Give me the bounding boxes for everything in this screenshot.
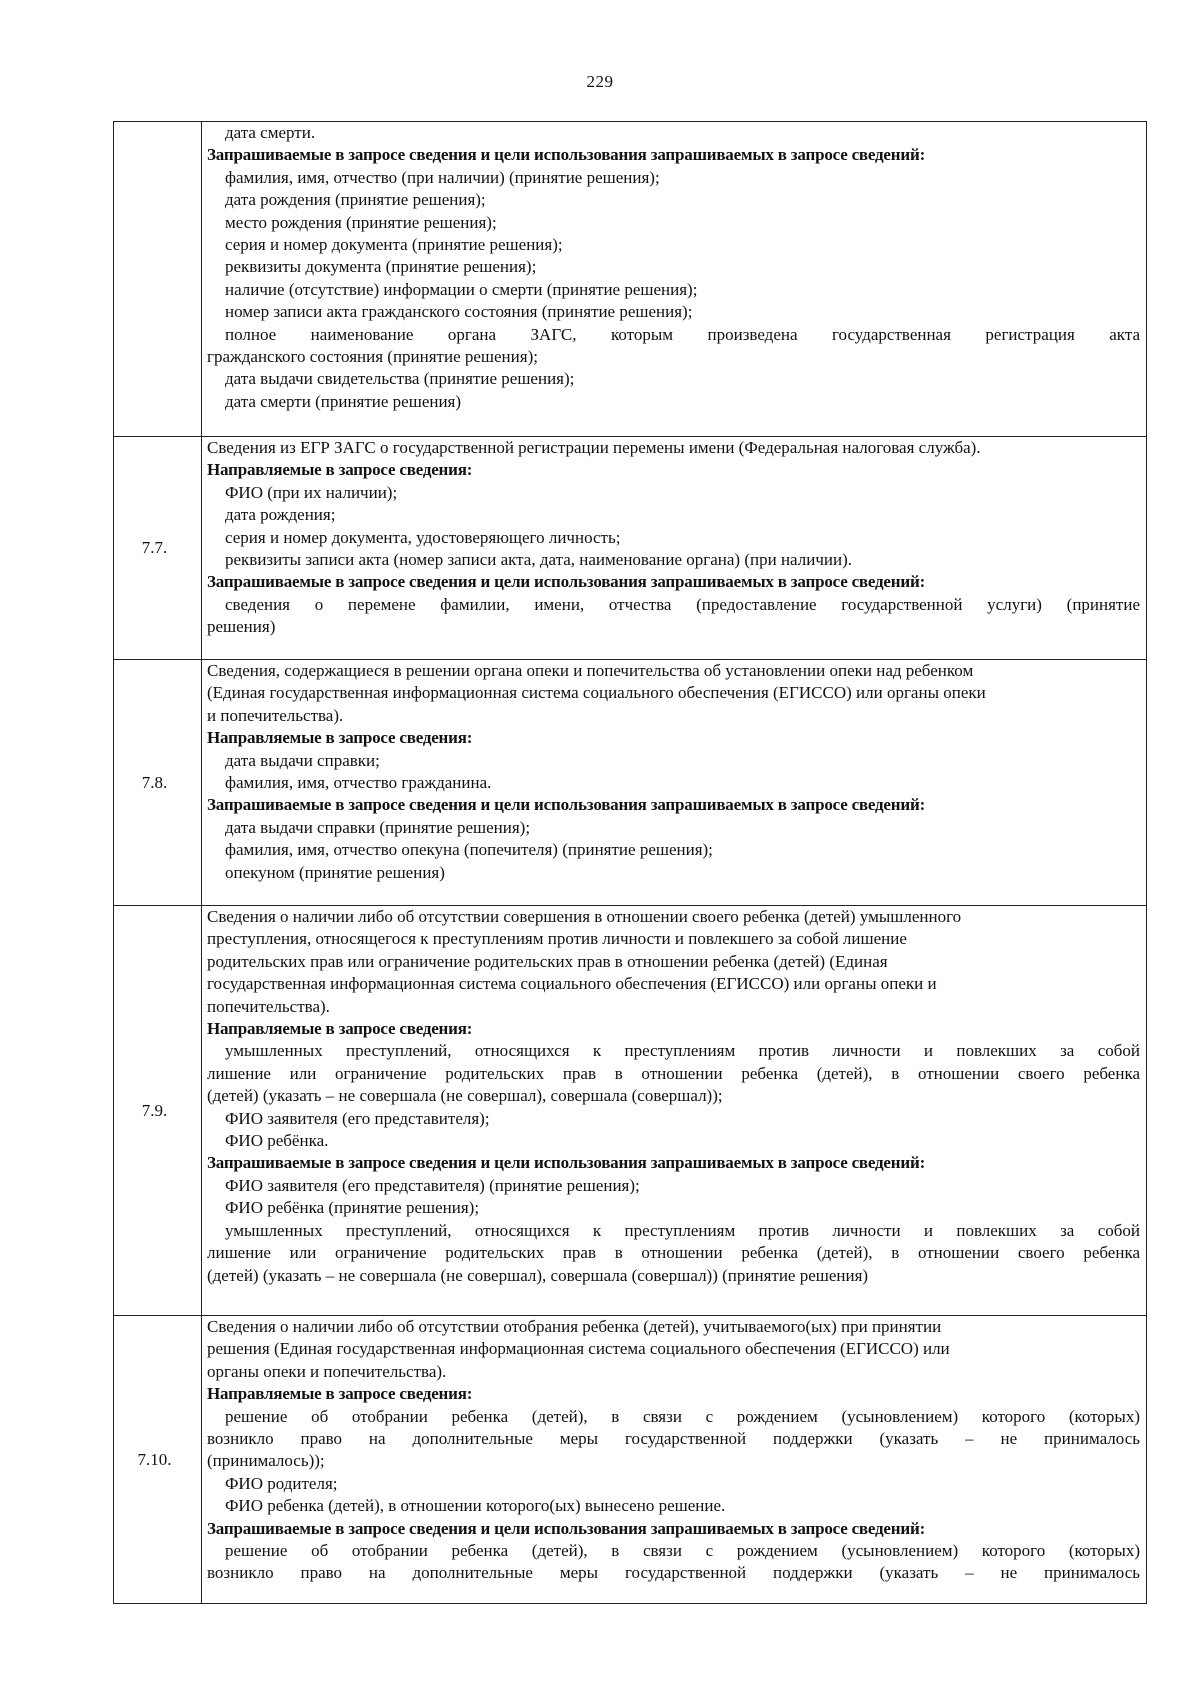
text-line: ФИО ребёнка (принятие решения); xyxy=(225,1198,480,1218)
text-line: решения (Единая государственная информационная система социального обеспечения (ЕГИССО) или xyxy=(207,1339,950,1359)
text-line: Сведения о наличии либо об отсутствии совершения в отношении своего ребенка (детей) умышленного xyxy=(207,907,962,926)
text-line: фамилия, имя, отчество (при наличии) (принятие решения); xyxy=(225,167,660,187)
text-line: лишение или ограничение родительских прав в отношении ребенка (детей), в отношении своего ребенка xyxy=(207,1063,1140,1083)
text-line: ФИО (при их наличии); xyxy=(225,482,398,502)
text-line: Сведения о наличии либо об отсутствии отобрания ребенка (детей), учитываемого(ых) при принятии xyxy=(207,1317,942,1336)
text-line: реквизиты записи акта (номер записи акта, дата, наименование органа) (при наличии). xyxy=(225,550,852,570)
text-line: решение об отобрании ребенка (детей), в связи с рождением (усыновлением) которого (которых) xyxy=(225,1541,1140,1561)
text-line: лишение или ограничение родительских прав в отношении ребенка (детей), в отношении своего ребенка xyxy=(207,1243,1140,1263)
text-line: дата рождения; xyxy=(225,505,336,525)
item-content xyxy=(202,660,1147,906)
item-number: 7.7. xyxy=(114,437,202,660)
text-line: (детей) (указать – не совершала (не совершал), совершала (совершал)); xyxy=(207,1086,723,1106)
text-line: дата рождения (принятие решения); xyxy=(225,190,486,210)
table-row xyxy=(114,437,1147,660)
section-heading: Запрашиваемые в запросе сведения и цели использования запрашиваемых в запросе сведений: xyxy=(207,795,926,815)
table-row xyxy=(114,122,1147,437)
section-heading: Направляемые в запросе сведения: xyxy=(207,728,473,748)
text-line: дата выдачи справки (принятие решения); xyxy=(225,817,531,837)
text-line: Сведения, содержащиеся в решении органа опеки и попечительства об установлении опеки над ребенком xyxy=(207,661,974,680)
section-heading: Запрашиваемые в запросе сведения и цели использования запрашиваемых в запросе сведений: xyxy=(207,1518,926,1538)
page-number: 229 xyxy=(586,72,614,91)
item-content xyxy=(202,122,1147,437)
text-line: ФИО заявителя (его представителя); xyxy=(225,1108,490,1128)
section-heading: Направляемые в запросе сведения: xyxy=(207,460,473,480)
section-heading: Направляемые в запросе сведения: xyxy=(207,1019,473,1039)
table-row xyxy=(114,906,1147,1316)
section-heading: Запрашиваемые в запросе сведения и цели использования запрашиваемых в запросе сведений: xyxy=(207,145,926,165)
section-heading: Запрашиваемые в запросе сведения и цели использования запрашиваемых в запросе сведений: xyxy=(207,572,926,592)
text-line: ФИО заявителя (его представителя) (принятие решения); xyxy=(225,1175,640,1195)
text-line: ФИО ребёнка. xyxy=(225,1131,329,1151)
text-line: наличие (отсутствие) информации о смерти (принятие решения); xyxy=(225,279,698,299)
text-line: решение об отобрании ребенка (детей), в связи с рождением (усыновлением) которого (которых) xyxy=(225,1406,1140,1426)
text-line: возникло право на дополнительные меры государственной поддержки (указать – не принималось xyxy=(207,1429,1140,1449)
text-line: Сведения из ЕГР ЗАГС о государственной регистрации перемены имени (Федеральная налоговая служба). xyxy=(207,438,981,457)
text-line: попечительства). xyxy=(207,996,330,1016)
text-line: органы опеки и попечительства). xyxy=(207,1361,447,1381)
text-line: дата смерти (принятие решения) xyxy=(225,391,462,411)
text-line: ФИО ребенка (детей), в отношении которого(ых) вынесено решение. xyxy=(225,1496,726,1516)
section-heading: Направляемые в запросе сведения: xyxy=(207,1384,473,1404)
text-line: (принималось)); xyxy=(207,1451,325,1471)
item-number: 7.9. xyxy=(114,906,202,1316)
text-line: полное наименование органа ЗАГС, которым произведена государственная регистрация акта xyxy=(225,324,1140,344)
text-line: возникло право на дополнительные меры государственной поддержки (указать – не принималось xyxy=(207,1563,1140,1583)
text-line: преступления, относящегося к преступлениям против личности и повлекшего за собой лишение xyxy=(207,929,907,949)
text-line: фамилия, имя, отчество опекуна (попечителя) (принятие решения); xyxy=(225,840,713,860)
item-number: 7.8. xyxy=(114,660,202,906)
table-row xyxy=(114,1316,1147,1604)
item-content xyxy=(202,437,1147,660)
text-line: решения) xyxy=(207,617,276,637)
text-line: место рождения (принятие решения); xyxy=(225,212,497,232)
text-line: государственная информационная система социального обеспечения (ЕГИССО) или органы опеки и xyxy=(207,974,937,994)
item-content xyxy=(202,906,1147,1316)
text-line: реквизиты документа (принятие решения); xyxy=(225,257,537,277)
text-line: ФИО родителя; xyxy=(225,1473,338,1493)
text-line: дата выдачи свидетельства (принятие решения); xyxy=(225,369,575,389)
text-line: номер записи акта гражданского состояния (принятие решения); xyxy=(225,302,693,322)
text-line: фамилия, имя, отчество гражданина. xyxy=(225,773,492,793)
item-content xyxy=(202,1316,1147,1604)
item-number xyxy=(114,122,202,437)
text-line: дата выдачи справки; xyxy=(225,750,380,770)
text-line: (детей) (указать – не совершала (не совершал), совершала (совершал)) (принятие решения) xyxy=(207,1265,869,1285)
text-line: умышленных преступлений, относящихся к преступлениям против личности и повлекших за собой xyxy=(225,1220,1140,1240)
text-line: умышленных преступлений, относящихся к преступлениям против личности и повлекших за собой xyxy=(225,1041,1140,1061)
text-line: сведения о перемене фамилии, имени, отчества (предоставление государственной услуги) (принятие xyxy=(225,594,1140,614)
section-heading: Запрашиваемые в запросе сведения и цели использования запрашиваемых в запросе сведений: xyxy=(207,1153,926,1173)
table-row xyxy=(114,660,1147,906)
text-line: родительских прав или ограничение родительских прав в отношении ребенка (детей) (Единая xyxy=(207,951,888,971)
document-table xyxy=(113,121,1147,1604)
text-line: дата смерти. xyxy=(225,123,316,142)
text-line: опекуном (принятие решения) xyxy=(225,862,445,882)
item-number: 7.10. xyxy=(114,1316,202,1604)
text-line: серия и номер документа, удостоверяющего личность; xyxy=(225,527,621,547)
text-line: серия и номер документа (принятие решения); xyxy=(225,235,563,255)
text-line: и попечительства). xyxy=(207,705,344,725)
text-line: (Единая государственная информационная система социального обеспечения (ЕГИССО) или органы опеки xyxy=(207,683,986,703)
text-line: гражданского состояния (принятие решения); xyxy=(207,347,538,367)
